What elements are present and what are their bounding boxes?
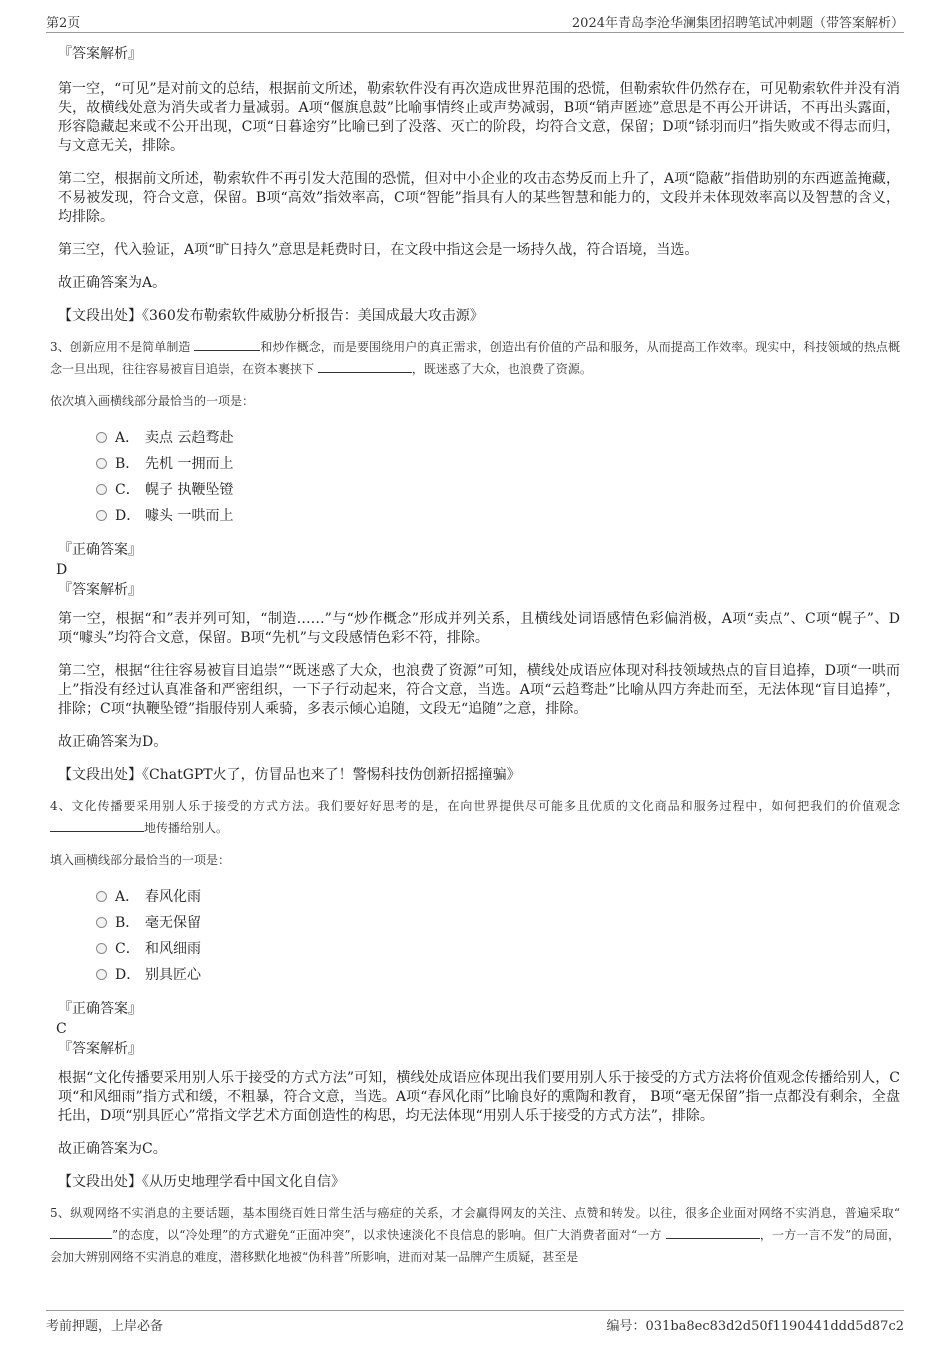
radio-button[interactable] <box>96 458 107 469</box>
source-label: 【文段出处】 <box>58 308 142 324</box>
answer-analysis-label: 『答案解析』 <box>58 582 142 598</box>
answer-analysis-label: 『答案解析』 <box>58 1041 142 1057</box>
radio-button[interactable] <box>96 484 107 495</box>
document-id: 编号：031ba8ec83d2d50f1190441ddd5d87c2 <box>606 1319 904 1334</box>
document-title: 2024年青岛李沧华澜集团招聘笔试冲刺题（带答案解析） <box>571 16 904 31</box>
option-a[interactable]: A． 春风化雨 <box>96 883 900 909</box>
analysis-paragraph: 第三空，代入验证，A项“旷日持久”意思是耗费时日，在文段中指这会是一场持久战，符合语境，当选。 <box>58 242 699 258</box>
radio-button[interactable] <box>96 432 107 443</box>
source-citation <box>58 307 900 326</box>
question-4-prompt: 填入画横线部分最恰当的一项是： <box>50 853 231 867</box>
analysis-paragraph: 根据“文化传播要采用别人乐于接受的方式方法”可知，横线处成语应体现出我们要用别人乐于接受的方式方法将价值观念传播给别人，C项“和风细雨”指方式和缓，不粗暴，符合文意，当选。A项“春风化雨”比喻良好的熏陶和教育， B项“毫无保留”指一点都没有剩余，全盘托出，D项“别具匠心”常指文学艺术方面创造性的构思，均无法体现“用别人乐于接受的方式方法”，排除。 <box>58 1070 900 1124</box>
correct-answer: C <box>56 1021 67 1037</box>
answer-conclusion: 故正确答案为A。 <box>58 275 167 291</box>
correct-answer-label: 『正确答案』 <box>58 542 142 558</box>
question-3-prompt: 依次填入画横线部分最恰当的一项是： <box>50 394 255 408</box>
source-title: 《360发布勒索软件威胁分析报告：美国成最大攻击源》 <box>142 308 484 324</box>
analysis-paragraph: 第一空，根据“和”表并列可知，“制造……”与“炒作概念”形成并列关系，且横线处词语感情色彩偏消极，A项“卖点”、C项“幌子”、D项“噱头”均符合文意，保留。B项“先机”与文段感情色彩不符，排除。 <box>58 611 900 646</box>
source-title: 《从历史地理学看中国文化自信》 <box>142 1174 345 1190</box>
analysis-paragraph: 第二空，根据前文所述，勒索软件不再引发大范围的恐慌，但对中小企业的攻击态势反而上升了，A项“隐蔽”指借助别的东西遮盖掩藏，不易被发现，符合文意，保留。B项“高效”指效率高，C项“智能”指具有人的某些智慧和能力的，文段并未体现效率高以及智慧的含义，均排除。 <box>58 171 900 225</box>
answer-conclusion: 故正确答案为C。 <box>58 1141 167 1157</box>
answer-analysis-label: 『答案解析』 <box>58 46 142 62</box>
radio-button[interactable] <box>96 969 107 980</box>
radio-button[interactable] <box>96 917 107 928</box>
page-footer <box>46 1310 904 1333</box>
option-c[interactable]: C． 幌子 执鞭坠镫 <box>96 476 900 502</box>
option-c[interactable]: C． 和风细雨 <box>96 935 900 961</box>
analysis-paragraph: 第二空，根据“往往容易被盲目追崇”“既迷惑了大众，也浪费了资源”可知，横线处成语应体现对科技领域热点的盲目追捧，D项“一哄而上”指没有经过认真准备和严密组织，一下子行动起来，符合文意，当选。A项“云趋骛赴”比喻从四方奔赴而至，无法体现“盲目追捧”，排除；C项“执鞭坠镫”指服侍别人乘骑，多表示倾心追随，文段无“追随”之意，排除。 <box>58 663 900 717</box>
source-citation <box>58 1173 900 1192</box>
source-label: 【文段出处】 <box>58 1174 142 1190</box>
option-a[interactable]: A． 卖点 云趋骛赴 <box>96 424 900 450</box>
question-4-options <box>96 883 900 987</box>
footer-slogan: 考前押题，上岸必备 <box>46 1319 164 1334</box>
question-3-options <box>96 424 900 528</box>
fill-blank <box>50 1226 112 1239</box>
source-label: 【文段出处】 <box>58 767 142 783</box>
page-number: 第2页 <box>46 16 81 31</box>
fill-blank <box>666 1226 760 1239</box>
option-d[interactable]: D． 噱头 一哄而上 <box>96 502 900 528</box>
correct-answer: D <box>56 562 68 578</box>
correct-answer-label: 『正确答案』 <box>58 1001 142 1017</box>
option-d[interactable]: D． 别具匠心 <box>96 961 900 987</box>
fill-blank <box>194 338 260 351</box>
question-5-stem: 5、纵观网络不实消息的主要话题，基本围绕百姓日常生活与癌症的关系，才会赢得网友的关注、点赞和转发。以往，很多企业面对网络不实消息，普遍采取“ ”的态度，以“冷处理”的方式避免“正面冲突”，以求快速淡化不良信息的影响。但广大消费者面对“一方 ，一方一言不发”的局面，会加大辨别网络不实消息的难度，潜移默化地被“伪科普”所影响，进而对某一品牌产生质疑，甚至是 <box>50 1206 900 1264</box>
fill-blank <box>50 819 144 832</box>
radio-button[interactable] <box>96 891 107 902</box>
answer-conclusion: 故正确答案为D。 <box>58 734 168 750</box>
option-b[interactable]: B． 先机 一拥而上 <box>96 450 900 476</box>
radio-button[interactable] <box>96 510 107 521</box>
source-title: 《ChatGPT火了，仿冒品也来了！警惕科技伪创新招摇撞骗》 <box>142 767 521 783</box>
question-4-stem: 4、文化传播要采用别人乐于接受的方式方法。我们要好好思考的是，在向世界提供尽可能多且优质的文化商品和服务过程中，如何把我们的价值观念 地传播给别人。 <box>50 799 900 835</box>
page-header <box>46 12 904 33</box>
source-citation <box>58 766 900 785</box>
question-3-stem: 3、创新应用不是简单制造 和炒作概念，而是要围绕用户的真正需求，创造出有价值的产品和服务，从而提高工作效率。现实中，科技领域的热点概念一旦出现，往往容易被盲目追崇，在资本裹挟下 ，既迷惑了大众，也浪费了资源。 <box>50 340 900 376</box>
analysis-paragraph: 第一空，“可见”是对前文的总结，根据前文所述，勒索软件没有再次造成世界范围的恐慌，但勒索软件仍然存在，可见勒索软件并没有消失，故横线处意为消失或者力量减弱。A项“偃旗息鼓”比喻事情终止或声势减弱，B项“销声匿迹”意思是不再公开讲话，不再出头露面，形容隐藏起来或不公开出现，C项“日暮途穷”比喻已到了没落、灭亡的阶段，均符合文意，保留；D项“铩羽而归”指失败或不得志而归，与文意无关，排除。 <box>58 81 900 154</box>
radio-button[interactable] <box>96 943 107 954</box>
option-b[interactable]: B． 毫无保留 <box>96 909 900 935</box>
fill-blank <box>318 360 412 373</box>
document-body <box>50 44 900 1268</box>
